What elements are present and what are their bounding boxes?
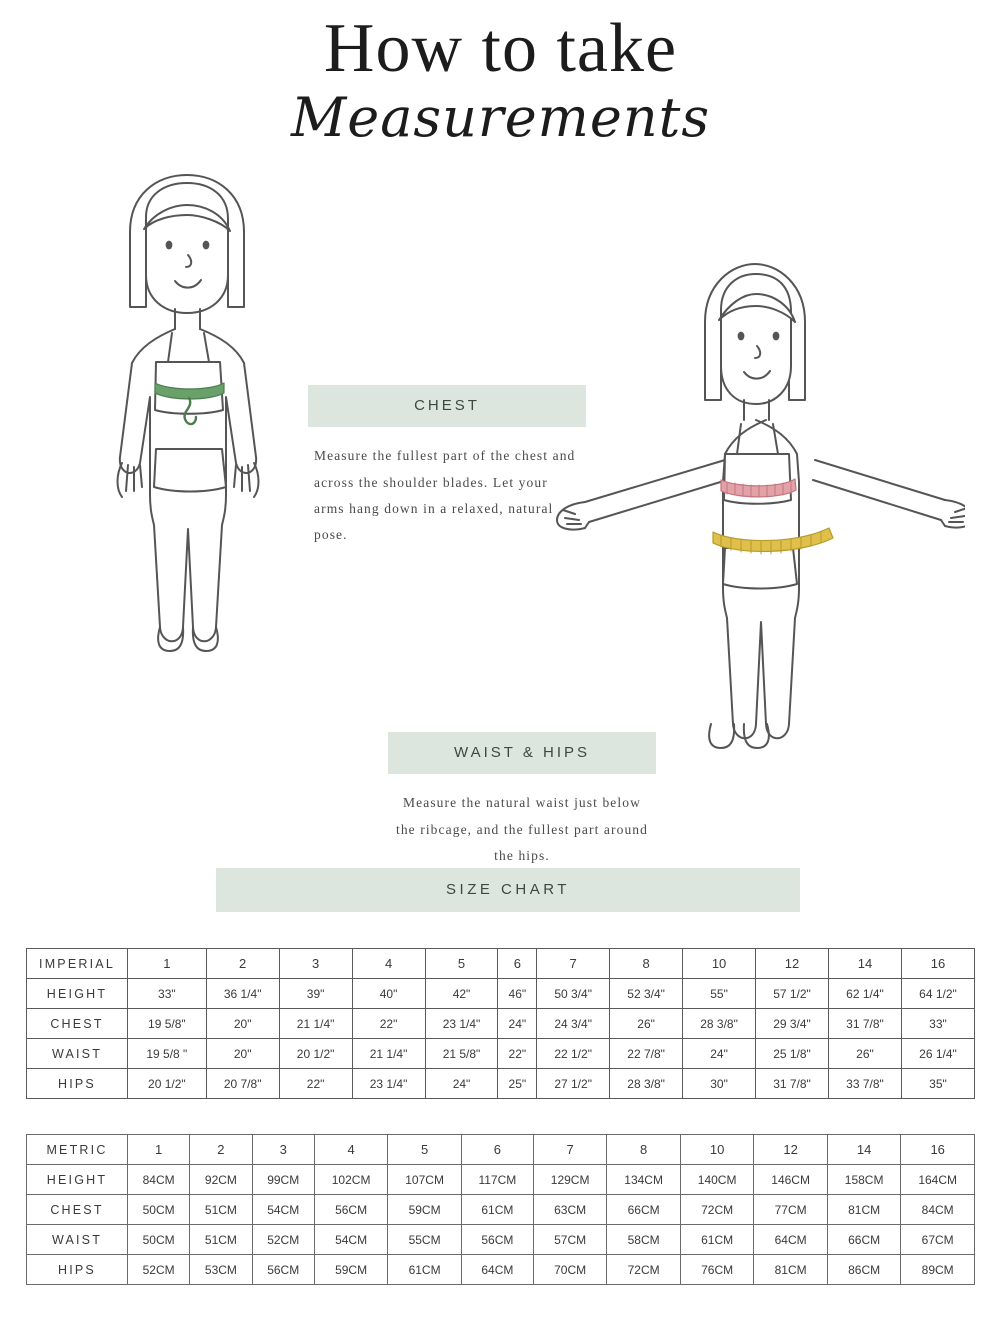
table-cell: 21 1/4" [279,1009,352,1039]
table-cell: 20" [206,1039,279,1069]
page-title: How to take [323,10,678,87]
table-cell: 164CM [901,1165,975,1195]
table-cell: 56CM [252,1255,314,1285]
table-column-header: 5 [425,949,498,979]
table-cell: 28 3/8" [683,1009,756,1039]
table-cell: 21 5/8" [425,1039,498,1069]
table-column-header: 14 [827,1135,901,1165]
table-cell: 72CM [680,1195,754,1225]
table-cell: 61CM [388,1255,462,1285]
table-cell: 64 1/2" [901,979,974,1009]
table-cell: 20 7/8" [206,1069,279,1099]
table-cell: 67CM [901,1225,975,1255]
table-cell: 158CM [827,1165,901,1195]
table-cell: 22" [352,1009,425,1039]
imperial-size-table [26,948,975,1099]
table-header-row [27,1135,975,1165]
table-row-label: WAIST [27,1039,128,1069]
table-column-header: 10 [683,949,756,979]
table-cell: 59CM [388,1195,462,1225]
size-chart-heading: SIZE CHART [216,868,800,912]
table-header-row [27,949,975,979]
table-cell: 24" [425,1069,498,1099]
table-cell: 107CM [388,1165,462,1195]
table-row [27,1009,975,1039]
table-cell: 70CM [533,1255,607,1285]
table-cell: 61CM [461,1195,533,1225]
table-row [27,979,975,1009]
table-cell: 54CM [252,1195,314,1225]
table-cell: 59CM [314,1255,388,1285]
table-cell: 51CM [190,1195,252,1225]
table-cell: 129CM [533,1165,607,1195]
table-cell: 33" [901,1009,974,1039]
table-cell: 24" [498,1009,537,1039]
table-cell: 134CM [607,1165,681,1195]
table-cell: 19 5/8 " [128,1039,207,1069]
table-cell: 21 1/4" [352,1039,425,1069]
table-cell: 58CM [607,1225,681,1255]
table-row [27,1069,975,1099]
table-cell: 23 1/4" [425,1009,498,1039]
table-cell: 50CM [128,1195,190,1225]
table-cell: 25 1/8" [756,1039,829,1069]
callout-waist-hips-text: Measure the natural waist just below the ribcage, and the fullest part around the hips. [395,795,649,864]
table-cell: 55" [683,979,756,1009]
table-row [27,1039,975,1069]
table-column-header: 7 [533,1135,607,1165]
table-cell: 40" [352,979,425,1009]
callout-waist-hips [388,732,656,869]
table-cell: 140CM [680,1165,754,1195]
table-row [27,1195,975,1225]
table-cell: 20 1/2" [128,1069,207,1099]
table-row [27,1165,975,1195]
table-cell: 30" [683,1069,756,1099]
table-row [27,1225,975,1255]
table-column-header: 6 [498,949,537,979]
table-column-header: 4 [352,949,425,979]
table-column-header: 1 [128,1135,190,1165]
table-cell: 72CM [607,1255,681,1285]
table-cell: 50 3/4" [537,979,610,1009]
table-cell: 56CM [461,1225,533,1255]
table-cell: 46" [498,979,537,1009]
callout-chest [308,385,586,548]
table-column-header: 5 [388,1135,462,1165]
table-cell: 31 7/8" [756,1069,829,1099]
illustration-area [0,147,1001,864]
table-cell: 42" [425,979,498,1009]
table-cell: 61CM [680,1225,754,1255]
table-cell: 52 3/4" [610,979,683,1009]
table-row-label: HEIGHT [27,979,128,1009]
table-column-header: 16 [901,949,974,979]
table-column-header: 1 [128,949,207,979]
table-cell: 56CM [314,1195,388,1225]
table-column-header: 14 [828,949,901,979]
table-cell: 52CM [128,1255,190,1285]
table-cell: 146CM [754,1165,828,1195]
table-cell: 84CM [901,1195,975,1225]
table-cell: 33" [128,979,207,1009]
table-cell: 19 5/8" [128,1009,207,1039]
table-cell: 24" [683,1039,756,1069]
table-row-label: CHEST [27,1009,128,1039]
table-cell: 50CM [128,1225,190,1255]
table-column-header: 10 [680,1135,754,1165]
table-cell: 81CM [827,1195,901,1225]
table-cell: 27 1/2" [537,1069,610,1099]
table-cell: 20" [206,1009,279,1039]
table-cell: 64CM [754,1225,828,1255]
table-column-header: 7 [537,949,610,979]
table-column-header: 12 [754,1135,828,1165]
table-cell: 55CM [388,1225,462,1255]
imperial-table-corner-label: IMPERIAL [27,949,128,979]
metric-table-corner-label: METRIC [27,1135,128,1165]
table-cell: 77CM [754,1195,828,1225]
table-cell: 35" [901,1069,974,1099]
table-column-header: 3 [279,949,352,979]
table-cell: 53CM [190,1255,252,1285]
table-cell: 52CM [252,1225,314,1255]
table-cell: 76CM [680,1255,754,1285]
table-cell: 28 3/8" [610,1069,683,1099]
table-cell: 31 7/8" [828,1009,901,1039]
table-cell: 102CM [314,1165,388,1195]
table-cell: 22" [279,1069,352,1099]
table-cell: 23 1/4" [352,1069,425,1099]
table-cell: 20 1/2" [279,1039,352,1069]
table-column-header: 6 [461,1135,533,1165]
table-cell: 66CM [827,1225,901,1255]
table-cell: 26 1/4" [901,1039,974,1069]
table-column-header: 12 [756,949,829,979]
table-row-label: HEIGHT [27,1165,128,1195]
metric-table-body [27,1135,975,1285]
table-cell: 62 1/4" [828,979,901,1009]
table-cell: 33 7/8" [828,1069,901,1099]
table-cell: 64CM [461,1255,533,1285]
callout-chest-text: Measure the fullest part of the chest and across the shoulder blades. Let your arms hang down in a relaxed, natural pose. [314,448,576,543]
table-cell: 22 7/8" [610,1039,683,1069]
figure-front-illustration [60,157,340,717]
table-cell: 22" [498,1039,537,1069]
table-cell: 84CM [128,1165,190,1195]
table-cell: 39" [279,979,352,1009]
callout-chest-heading: CHEST [308,385,586,427]
table-column-header: 8 [607,1135,681,1165]
table-cell: 51CM [190,1225,252,1255]
table-cell: 81CM [754,1255,828,1285]
table-cell: 25" [498,1069,537,1099]
table-cell: 22 1/2" [537,1039,610,1069]
table-cell: 54CM [314,1225,388,1255]
table-row-label: WAIST [27,1225,128,1255]
table-column-header: 2 [190,1135,252,1165]
metric-size-table [26,1134,975,1285]
table-cell: 92CM [190,1165,252,1195]
table-cell: 89CM [901,1255,975,1285]
table-row-label: CHEST [27,1195,128,1225]
table-cell: 86CM [827,1255,901,1285]
table-row-label: HIPS [27,1255,128,1285]
table-cell: 99CM [252,1165,314,1195]
table-cell: 57 1/2" [756,979,829,1009]
table-column-header: 4 [314,1135,388,1165]
callout-waist-hips-heading: WAIST & HIPS [388,732,656,774]
table-cell: 117CM [461,1165,533,1195]
table-cell: 66CM [607,1195,681,1225]
table-column-header: 8 [610,949,683,979]
table-row [27,1255,975,1285]
table-cell: 26" [828,1039,901,1069]
table-cell: 24 3/4" [537,1009,610,1039]
imperial-table-body [27,949,975,1099]
table-column-header: 3 [252,1135,314,1165]
table-column-header: 16 [901,1135,975,1165]
table-cell: 57CM [533,1225,607,1255]
page-subtitle: Measurements [290,86,711,149]
table-cell: 26" [610,1009,683,1039]
table-cell: 36 1/4" [206,979,279,1009]
table-cell: 29 3/4" [756,1009,829,1039]
table-row-label: HIPS [27,1069,128,1099]
table-column-header: 2 [206,949,279,979]
page-header [0,0,1001,147]
table-cell: 63CM [533,1195,607,1225]
